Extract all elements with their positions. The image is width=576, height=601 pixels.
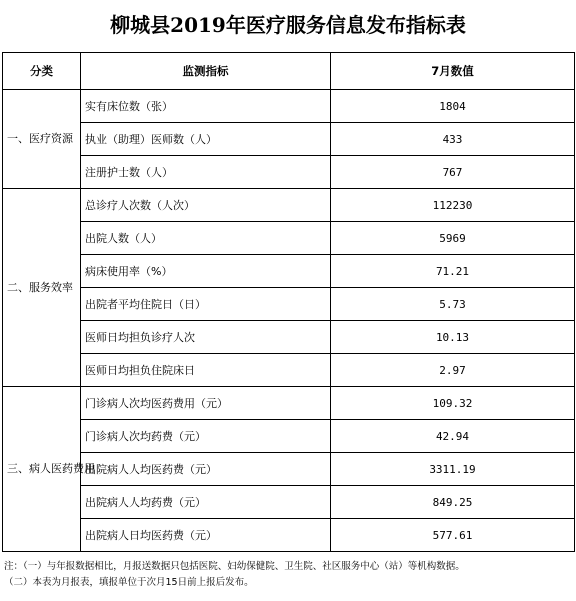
table-row [3, 255, 575, 288]
table-row [3, 321, 575, 354]
indicator-cell: 出院病人人均医药费（元） [81, 453, 331, 486]
indicator-cell: 出院人数（人） [81, 222, 331, 255]
indicator-cell: 医师日均担负住院床日 [81, 354, 331, 387]
indicator-cell: 医师日均担负诊疗人次 [81, 321, 331, 354]
value-cell: 112230 [331, 189, 575, 222]
indicator-cell: 执业（助理）医师数（人） [81, 123, 331, 156]
indicator-cell: 病床使用率（%） [81, 255, 331, 288]
indicator-cell: 注册护士数（人） [81, 156, 331, 189]
table-row [3, 123, 575, 156]
indicator-table [2, 52, 575, 552]
table-row [3, 420, 575, 453]
header-indicator: 监测指标 [81, 53, 331, 90]
value-cell: 10.13 [331, 321, 575, 354]
value-cell: 849.25 [331, 486, 575, 519]
category-cell: 一、医疗资源 [3, 90, 81, 189]
category-cell: 二、服务效率 [3, 189, 81, 387]
table-row [3, 387, 575, 420]
value-cell: 1804 [331, 90, 575, 123]
value-cell: 767 [331, 156, 575, 189]
value-cell: 5.73 [331, 288, 575, 321]
table-row [3, 90, 575, 123]
header-category: 分类 [3, 53, 81, 90]
header-value: 7月数值 [331, 53, 575, 90]
indicator-cell: 实有床位数（张） [81, 90, 331, 123]
table-row [3, 189, 575, 222]
indicator-cell: 出院病人日均医药费（元） [81, 519, 331, 552]
table-row [3, 519, 575, 552]
indicator-cell: 门诊病人次均药费（元） [81, 420, 331, 453]
value-cell: 5969 [331, 222, 575, 255]
footnote-line: （二）本表为月报表，填报单位于次月15日前上报后发布。 [4, 577, 254, 588]
table-row [3, 486, 575, 519]
indicator-cell: 门诊病人次均医药费用（元） [81, 387, 331, 420]
value-cell: 71.21 [331, 255, 575, 288]
value-cell: 433 [331, 123, 575, 156]
page-title: 柳城县2019年医疗服务信息发布指标表 [110, 13, 466, 37]
value-cell: 109.32 [331, 387, 575, 420]
table-row [3, 156, 575, 189]
category-cell: 三、病人医药费用 [3, 387, 81, 552]
value-cell: 42.94 [331, 420, 575, 453]
value-cell: 3311.19 [331, 453, 575, 486]
value-cell: 2.97 [331, 354, 575, 387]
table-row [3, 288, 575, 321]
indicator-cell: 出院者平均住院日（日） [81, 288, 331, 321]
table-header-row [3, 53, 575, 90]
table-row [3, 354, 575, 387]
table-row [3, 222, 575, 255]
footnote-line: 注：（一）与年报数据相比，月报送数据只包括医院、妇幼保健院、卫生院、社区服务中心（站）等机构数据。 [4, 561, 465, 572]
indicator-cell: 总诊疗人次数（人次） [81, 189, 331, 222]
value-cell: 577.61 [331, 519, 575, 552]
indicator-cell: 出院病人人均药费（元） [81, 486, 331, 519]
table-row [3, 453, 575, 486]
footnotes [4, 559, 572, 591]
